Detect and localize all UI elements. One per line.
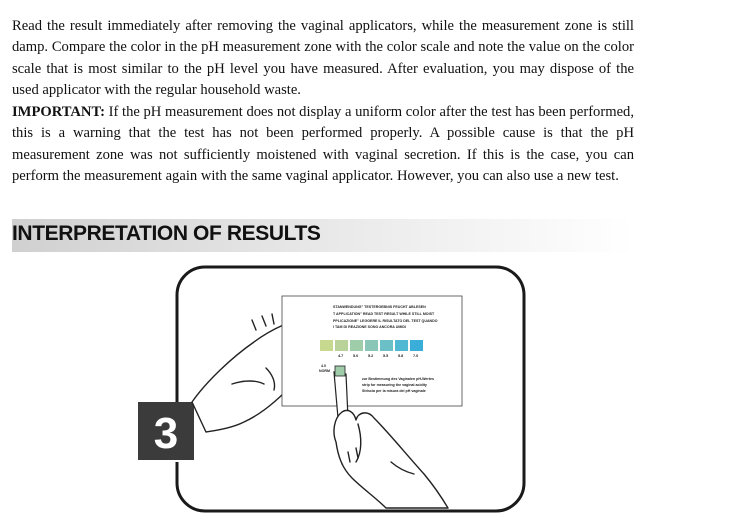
card-small-line-3: Striscia per la misura del pH vaginale [362, 389, 426, 393]
card-line-2: T APPLICATION" READ TEST RESULT WHILE STILL MOIST [333, 312, 435, 316]
step-badge [138, 402, 198, 462]
scale-label: 5.8 [398, 354, 404, 358]
scale-swatch [320, 340, 333, 351]
scale-label: 4.7 [338, 354, 344, 358]
scale-label: 5.0 [353, 354, 359, 358]
card-small-line-2: strip for measuring the vaginal acidity [362, 383, 427, 387]
scale-swatch [410, 340, 423, 351]
scale-swatch [350, 340, 363, 351]
scale-swatch [335, 340, 348, 351]
ph-test-card [282, 296, 462, 406]
important-label: IMPORTANT: [12, 104, 105, 120]
important-text: If the pH measurement does not display a uniform color after the test has been performed, this is a warning that the test has not been performed properly. A possible cause is that the pH measurement zone was not sufficiently moistened with vaginal secretion. If this is the case, you can perform the measurement again with the same vaginal applicator. However, you can also use a new test. [12, 104, 634, 185]
section-heading: INTERPRETATION OF RESULTS [12, 222, 321, 245]
scale-label: 5.5 [383, 354, 389, 358]
scale-swatch [380, 340, 393, 351]
card-small-line-1: zur Bestimmung des Vaginalen pH-Wertes [362, 377, 435, 381]
scale-swatch [365, 340, 378, 351]
scale-swatch [395, 340, 408, 351]
side-label-bottom: NORM [319, 369, 330, 373]
scale-label: 5.2 [368, 354, 374, 358]
scale-label: 7.0 [413, 354, 419, 358]
card-line-3: PPLICAZIONE" LEGGERE IL RISULTATO DEL TEST QUANDO [333, 319, 438, 323]
card-line-4: I TAM DI REAZIONE SONO ANCORA UMIDI [333, 325, 406, 329]
section-heading-bar [12, 219, 634, 252]
card-line-1: STANWENDUNG" TESTERGEBNIS FEUCHT ABLESEN [333, 305, 426, 309]
side-label-top: 4.0 [321, 364, 326, 368]
important-paragraph [12, 102, 634, 188]
instruction-paragraph: Read the result immediately after removing the vaginal applicators, while the measurement zone is still damp. Compare the color in the pH measurement zone with the color scale and note the value on the color scale that is most similar to the pH level you have measured. After evaluation, you may dispose of the used applicator with the regular household waste. [12, 18, 634, 99]
interpretation-illustration [136, 262, 528, 514]
step-number: 3 [153, 409, 179, 458]
